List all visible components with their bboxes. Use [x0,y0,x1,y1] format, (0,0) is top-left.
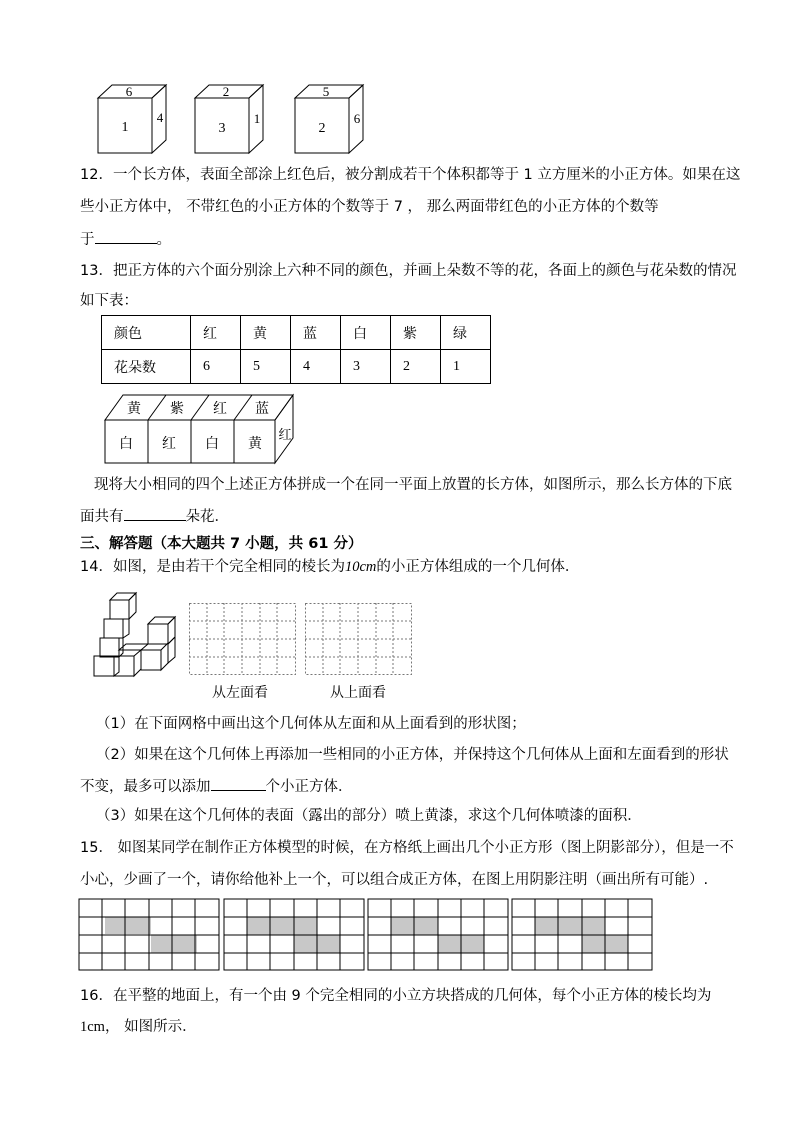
table-cell: 花朵数 [102,350,191,384]
q15-line2: 小心，少画了一个，请你给他补上一个，可以组合成正方体，在图上用阴影注明（画出所有可能）. [80,872,709,888]
q12-line1: 12．一个长方体，表面全部涂上红色后，被分割成若干个体积都等于 1 立方厘米的小正方体。如果在这 [80,167,741,183]
table-cell: 黄 [241,316,291,350]
dice-figure [90,80,380,160]
table-cell: 颜色 [102,316,191,350]
q14-sub2b-pre: 不变，最多可以添加 [80,779,211,795]
table-cell: 蓝 [291,316,341,350]
cube-top-1: 黄 [127,401,141,417]
q14-sub3: （3）如果在这个几何体的表面（露出的部分）喷上黄漆，求这个几何体喷漆的面积． [96,808,642,824]
table-cell: 2 [391,350,441,384]
cube-side: 红 [278,428,292,443]
q12-line3 [80,229,171,250]
die-3-front: 2 [318,121,326,136]
cube-front-1: 白 [119,436,133,452]
cube-top-3: 红 [213,401,227,417]
four-cube-cuboid [100,392,300,466]
caption-left-view: 从左面看 [212,685,268,701]
q13-line2: 如下表： [80,293,138,309]
q15-line1: 15． 如图某同学在制作正方体模型的时候，在方格纸上画出几个小正方形（图上阴影部分），但是一不 [80,840,734,856]
q14-line1 [80,557,579,577]
cube-top-2: 紫 [170,401,184,417]
grid-top-view[interactable] [305,603,412,675]
table-row [102,350,491,384]
die-3-top: 5 [322,84,330,99]
table-cell: 紫 [391,316,441,350]
die-3-right: 6 [353,111,361,126]
net-grid-4[interactable] [512,899,652,970]
q14-sub2b-post: 个小正方体． [265,779,353,795]
net-grid-3[interactable] [368,899,508,970]
die-3 [295,84,363,153]
cube-front-2: 红 [162,436,176,452]
q13-line3: 现将大小相同的四个上述正方体拼成一个在同一平面上放置的长方体，如图所示，那么长方体的下底 [94,477,732,493]
answer-blank-q13[interactable] [124,506,186,521]
die-2-front: 3 [218,121,226,136]
q14-sub1: （1）在下面网格中画出这个几何体从左面和从上面看到的形状图； [96,716,526,732]
q12-line3-post: 。 [156,232,171,248]
table-cell: 3 [341,350,391,384]
table-cell: 白 [341,316,391,350]
die-2-top: 2 [222,84,230,99]
stacked-cubes-figure [92,590,182,682]
table-cell: 绿 [441,316,491,350]
q13-line1: 13．把正方体的六个面分别涂上六种不同的颜色，并画上朵数不等的花，各面上的颜色与花朵数的情况 [80,263,737,279]
net-grid-2[interactable] [224,899,364,970]
section-3-heading: 三、解答题（本大题共 7 小题，共 61 分） [80,536,363,552]
q16-line1: 16．在平整的地面上，有一个由 9 个完全相同的小立方块搭成的几何体，每个小正方体的棱长均为 [80,988,712,1004]
grid-left-view[interactable] [189,603,296,675]
q14-line1-post: 的小正方体组成的一个几何体． [376,559,580,575]
die-1-right: 4 [156,110,164,125]
table-cell: 5 [241,350,291,384]
q13-line4-pre: 面共有 [80,509,124,525]
table-row [102,316,491,350]
table-cell: 红 [191,316,241,350]
q14-line1-pre: 14．如图，是由若干个完全相同的棱长为 [80,559,345,575]
table-cell: 6 [191,350,241,384]
net-grids[interactable] [78,898,654,972]
color-flower-table [101,315,491,384]
cube-front-3: 白 [205,436,219,452]
die-1-front: 1 [121,120,129,135]
q16-line2-var: 1cm [80,1019,105,1035]
answer-blank-q12[interactable] [95,229,157,244]
die-2 [195,84,263,153]
net-grid-1[interactable] [79,899,219,970]
table-cell: 4 [291,350,341,384]
q16-line2 [80,1017,197,1037]
q13-line4-post: 朵花． [185,509,229,525]
q12-line2: 些小正方体中， 不带红色的小正方体的个数等于 7 ， 那么两面带红色的小正方体的个数等 [80,199,659,215]
q14-sub2b [80,776,353,797]
die-1-top: 6 [125,84,133,99]
q12-line3-pre: 于 [80,232,95,248]
q13-line4 [80,506,229,527]
table-cell: 1 [441,350,491,384]
cube-front-4: 黄 [248,436,262,452]
caption-top-view: 从上面看 [330,685,386,701]
q14-line1-var: 10cm [344,559,377,575]
q16-line2-post: ， 如图所示． [104,1019,197,1035]
answer-blank-q14[interactable] [211,776,266,791]
die-2-right: 1 [253,111,261,126]
q14-sub2a: （2）如果在这个几何体上再添加一些相同的小正方体，并保持这个几何体从上面和左面看到的形状 [96,747,729,763]
cube-top-4: 蓝 [255,401,269,417]
die-1 [98,84,166,153]
